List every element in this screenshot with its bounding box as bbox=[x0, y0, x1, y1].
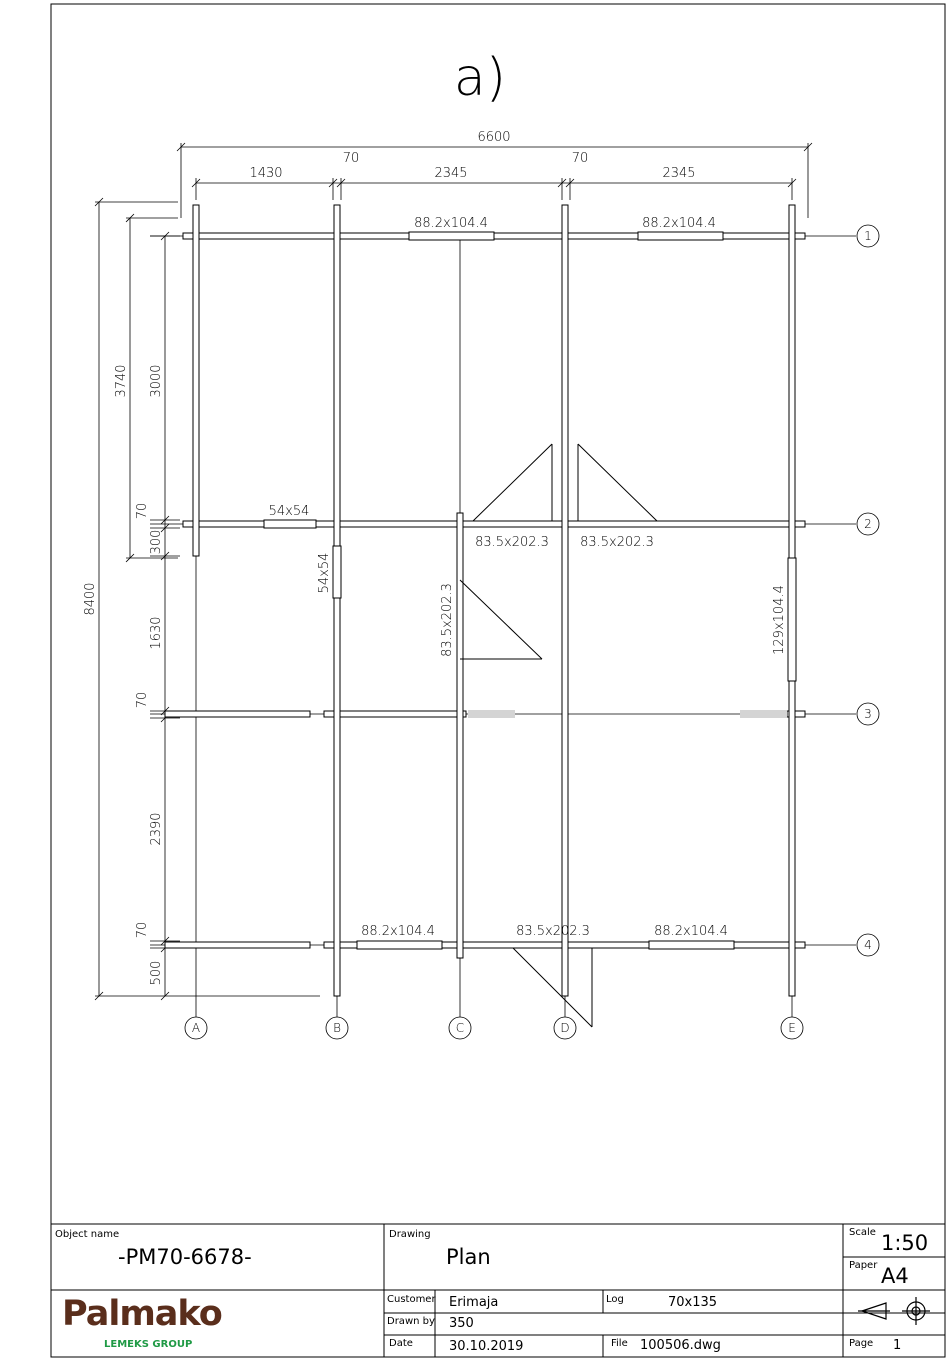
dim-left-inner-1: 3000 bbox=[149, 364, 164, 398]
opening-label-w4b: 88.2x104.4 bbox=[654, 924, 728, 939]
dim-left-outer: 8400 bbox=[83, 582, 98, 616]
grid-col-d: D bbox=[560, 1021, 570, 1035]
opening-label-w1b: 88.2x104.4 bbox=[642, 216, 716, 231]
file-value: 100506.dwg bbox=[640, 1338, 721, 1353]
opening-label-wE: 129x104.4 bbox=[772, 585, 787, 655]
opening-label-dC: 83.5x202.3 bbox=[440, 583, 455, 657]
sheet-frame bbox=[51, 4, 945, 1357]
walls bbox=[165, 205, 805, 996]
openings bbox=[264, 232, 796, 1027]
grid-col-c: C bbox=[455, 1021, 465, 1035]
dimension-lines bbox=[95, 143, 812, 1000]
file-label: File bbox=[611, 1338, 628, 1349]
object-name: -PM70-6678- bbox=[118, 1245, 252, 1269]
opening-labels bbox=[269, 216, 787, 939]
customer-label: Customer bbox=[387, 1294, 436, 1305]
dim-left-inner-6: 2390 bbox=[149, 812, 164, 846]
dim-top-5: 2345 bbox=[662, 166, 696, 181]
logo-group: LEMEKS GROUP bbox=[104, 1339, 193, 1350]
dim-top-2: 70 bbox=[342, 151, 360, 166]
opening-label-w4a: 88.2x104.4 bbox=[361, 924, 435, 939]
dim-top-4: 70 bbox=[571, 151, 589, 166]
drawing-name: Plan bbox=[446, 1245, 491, 1269]
dim-left-inner-5: 70 bbox=[135, 691, 150, 709]
logo-name: Palmako bbox=[62, 1294, 222, 1334]
scale-label: Scale bbox=[849, 1227, 876, 1238]
date-value: 30.10.2019 bbox=[449, 1339, 524, 1354]
dim-left-inner-4: 1630 bbox=[149, 616, 164, 650]
dim-left-inner-7: 70 bbox=[135, 921, 150, 939]
grid-row-2: 2 bbox=[864, 517, 872, 531]
grid-axes bbox=[150, 205, 856, 1017]
dim-left-inner-3: 300 bbox=[149, 529, 164, 555]
scale-value: 1:50 bbox=[881, 1231, 929, 1255]
opening-label-d2b: 83.5x202.3 bbox=[580, 535, 654, 550]
opening-label-d2a: 83.5x202.3 bbox=[475, 535, 549, 550]
drawn-by-label: Drawn by bbox=[387, 1316, 435, 1327]
title-block-frame bbox=[51, 1224, 945, 1357]
object-name-label: Object name bbox=[55, 1229, 120, 1240]
view-label: a) bbox=[453, 48, 507, 108]
opening-label-w2: 54x54 bbox=[268, 504, 310, 519]
grid-row-4: 4 bbox=[864, 938, 872, 952]
paper-label: Paper bbox=[849, 1260, 878, 1271]
paper-value: A4 bbox=[881, 1264, 909, 1288]
grid-col-b: B bbox=[333, 1021, 341, 1035]
log-label: Log bbox=[606, 1294, 624, 1305]
drawing-label: Drawing bbox=[389, 1229, 431, 1240]
dim-top-1: 1430 bbox=[249, 166, 283, 181]
page-label: Page bbox=[849, 1338, 874, 1349]
opening-label-w1a: 88.2x104.4 bbox=[414, 216, 488, 231]
date-label: Date bbox=[389, 1338, 413, 1349]
customer-value: Erimaja bbox=[449, 1295, 499, 1310]
dim-overall-width: 6600 bbox=[477, 130, 511, 145]
dim-left-mid: 3740 bbox=[114, 364, 129, 398]
log-value: 70x135 bbox=[668, 1295, 718, 1310]
page-value: 1 bbox=[893, 1338, 902, 1353]
dim-top-3: 2345 bbox=[434, 166, 468, 181]
dim-left-inner-2: 70 bbox=[135, 502, 150, 520]
drawn-by-value: 350 bbox=[449, 1316, 474, 1331]
grid-col-a: A bbox=[191, 1021, 201, 1035]
dim-left-inner-8: 500 bbox=[149, 960, 164, 986]
grid-bubble-labels bbox=[192, 229, 872, 1035]
opening-label-wB: 54x54 bbox=[317, 552, 332, 594]
opening-label-d4: 83.5x202.3 bbox=[516, 924, 590, 939]
projection-symbol-icon bbox=[858, 1297, 930, 1325]
grid-row-1: 1 bbox=[864, 229, 872, 243]
grid-col-e: E bbox=[788, 1021, 796, 1035]
grid-row-3: 3 bbox=[864, 707, 872, 721]
